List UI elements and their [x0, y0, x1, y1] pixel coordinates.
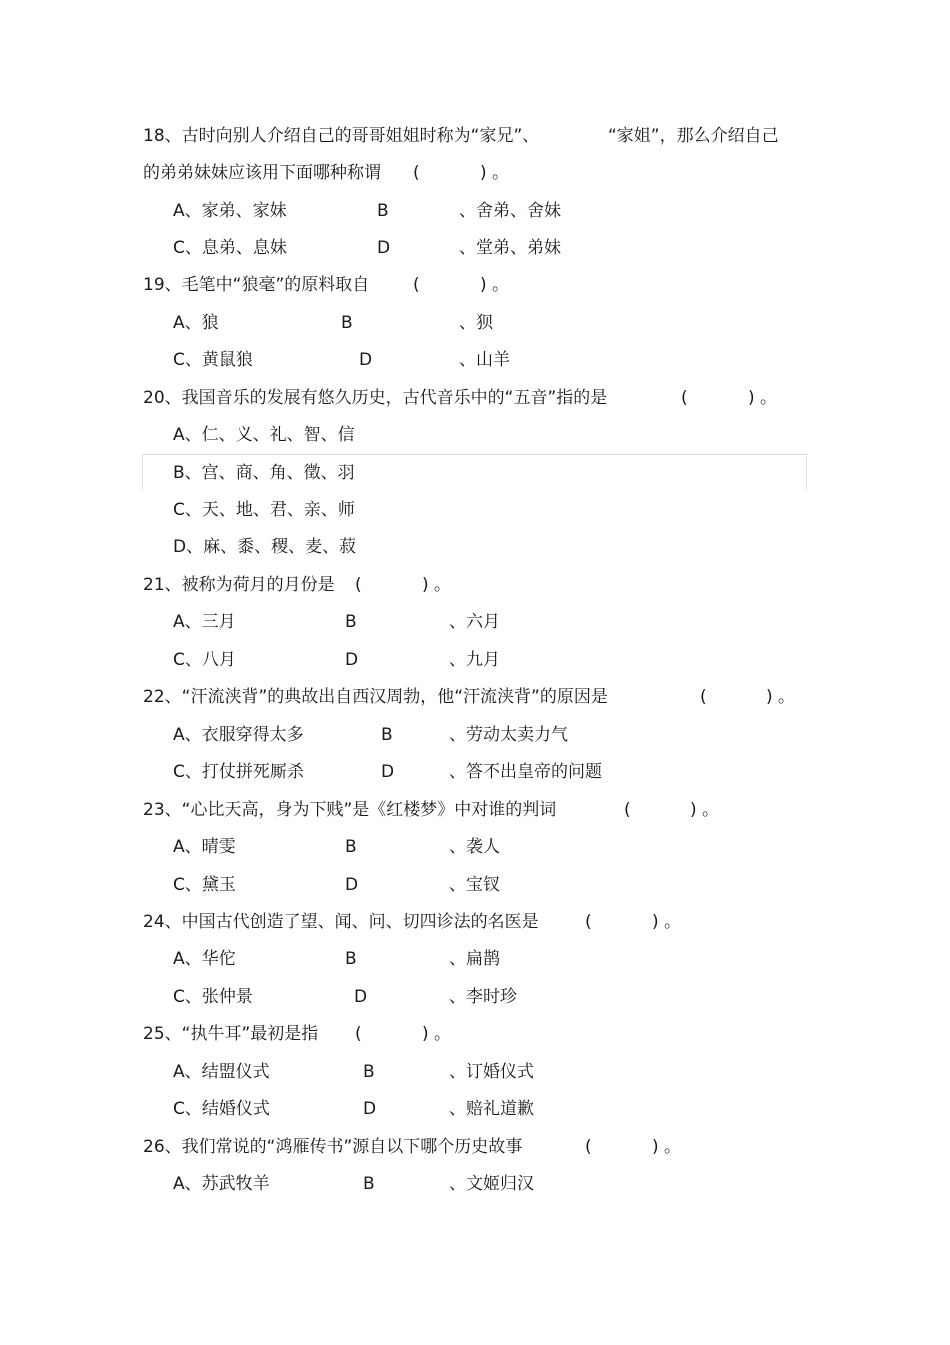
option-b-letter: B	[363, 1174, 375, 1194]
option-a: A、结盟仪式	[173, 1062, 270, 1082]
question-18-stem-line1-cont: “家姐”，那么介绍自己	[608, 126, 779, 146]
option-b-letter: B	[377, 201, 389, 221]
option-b-text: 、狈	[459, 313, 493, 333]
answer-paren-close: ) 。	[422, 575, 452, 595]
answer-paren-open: (	[413, 275, 420, 295]
option-b-letter: B	[345, 949, 357, 969]
option-b-letter: B	[345, 837, 357, 857]
option-d-letter: D	[359, 350, 373, 370]
option-d-text: 、答不出皇帝的问题	[449, 762, 602, 782]
question-20-stem: 20、我国音乐的发展有悠久历史，古代音乐中的“五音”指的是	[143, 388, 608, 408]
option-b-text: 、文姬归汉	[449, 1174, 534, 1194]
answer-paren-close: ) 。	[748, 388, 778, 408]
option-a: A、家弟、家妹	[173, 201, 287, 221]
option-b-letter: B	[381, 725, 393, 745]
question-19-stem: 19、毛笔中“狼毫”的原料取自	[143, 275, 370, 295]
answer-paren-open: (	[413, 163, 420, 183]
option-b-letter: B	[363, 1062, 375, 1082]
option-d-text: 、九月	[449, 650, 500, 670]
option-c: C、结婚仪式	[173, 1099, 270, 1119]
option-b-text: 、订婚仪式	[449, 1062, 534, 1082]
option-d-letter: D	[377, 238, 391, 258]
answer-paren-close: ) 。	[690, 800, 720, 820]
option-c: C、张仲景	[173, 987, 253, 1007]
question-18-stem-line2: 的弟弟妹妹应该用下面哪种称谓	[143, 163, 381, 183]
option-c: C、打仗拼死厮杀	[173, 762, 304, 782]
option-c: C、天、地、君、亲、师	[173, 500, 355, 520]
answer-paren-open: (	[585, 1137, 592, 1157]
answer-paren-close: ) 。	[422, 1024, 452, 1044]
option-a: A、衣服穿得太多	[173, 725, 304, 745]
option-d-text: 、宝钗	[449, 875, 500, 895]
option-b-letter: B	[345, 612, 357, 632]
option-b: B、宫、商、角、徵、羽	[173, 463, 355, 483]
answer-paren-close: ) 。	[480, 275, 510, 295]
question-24-stem: 24、中国古代创造了望、闻、问、切四诊法的名医是	[143, 912, 539, 932]
option-c: C、息弟、息妹	[173, 238, 287, 258]
option-d-letter: D	[354, 987, 368, 1007]
answer-paren-open: (	[700, 687, 707, 707]
option-d-text: 、赔礼道歉	[449, 1099, 534, 1119]
option-d-letter: D	[345, 875, 359, 895]
answer-paren-open: (	[355, 1024, 362, 1044]
option-b-text: 、劳动太卖力气	[449, 725, 568, 745]
option-a: A、华佗	[173, 949, 236, 969]
option-a: A、仁、义、礼、智、信	[173, 425, 355, 445]
answer-paren-close: ) 。	[652, 912, 682, 932]
option-d-text: 、李时珍	[449, 987, 517, 1007]
option-d-letter: D	[363, 1099, 377, 1119]
option-d: D、麻、黍、稷、麦、菽	[173, 537, 357, 557]
option-d-text: 、堂弟、弟妹	[459, 238, 561, 258]
option-b-text: 、扁鹊	[449, 949, 500, 969]
answer-paren-open: (	[681, 388, 688, 408]
question-23-stem: 23、“心比天高，身为下贱”是《红楼梦》中对谁的判词	[143, 800, 557, 820]
answer-paren-open: (	[355, 575, 362, 595]
answer-paren-close: ) 。	[480, 163, 510, 183]
question-26-stem: 26、我们常说的“鸿雁传书”源自以下哪个历史故事	[143, 1137, 523, 1157]
question-25-stem: 25、“执牛耳”最初是指	[143, 1024, 319, 1044]
option-b-letter: B	[341, 313, 353, 333]
option-a: A、苏武牧羊	[173, 1174, 270, 1194]
option-b-text: 、舍弟、舍妹	[459, 201, 561, 221]
option-c: C、黛玉	[173, 875, 236, 895]
option-a: A、狼	[173, 313, 219, 333]
question-18-stem-line1: 18、古时向别人介绍自己的哥哥姐姐时称为“家兄”、	[143, 126, 540, 146]
answer-paren-close: ) 。	[766, 687, 796, 707]
option-a: A、三月	[173, 612, 236, 632]
option-d-letter: D	[345, 650, 359, 670]
option-b-text: 、六月	[449, 612, 500, 632]
question-21-stem: 21、被称为荷月的月份是	[143, 575, 335, 595]
question-22-stem: 22、“汗流浃背”的典故出自西汉周勃，他“汗流浃背”的原因是	[143, 687, 608, 707]
answer-paren-open: (	[624, 800, 631, 820]
answer-paren-open: (	[585, 912, 592, 932]
option-b-text: 、袭人	[449, 837, 500, 857]
option-a: A、晴雯	[173, 837, 236, 857]
option-c: C、八月	[173, 650, 236, 670]
option-d-text: 、山羊	[459, 350, 510, 370]
option-c: C、黄鼠狼	[173, 350, 253, 370]
option-d-letter: D	[381, 762, 395, 782]
answer-paren-close: ) 。	[652, 1137, 682, 1157]
